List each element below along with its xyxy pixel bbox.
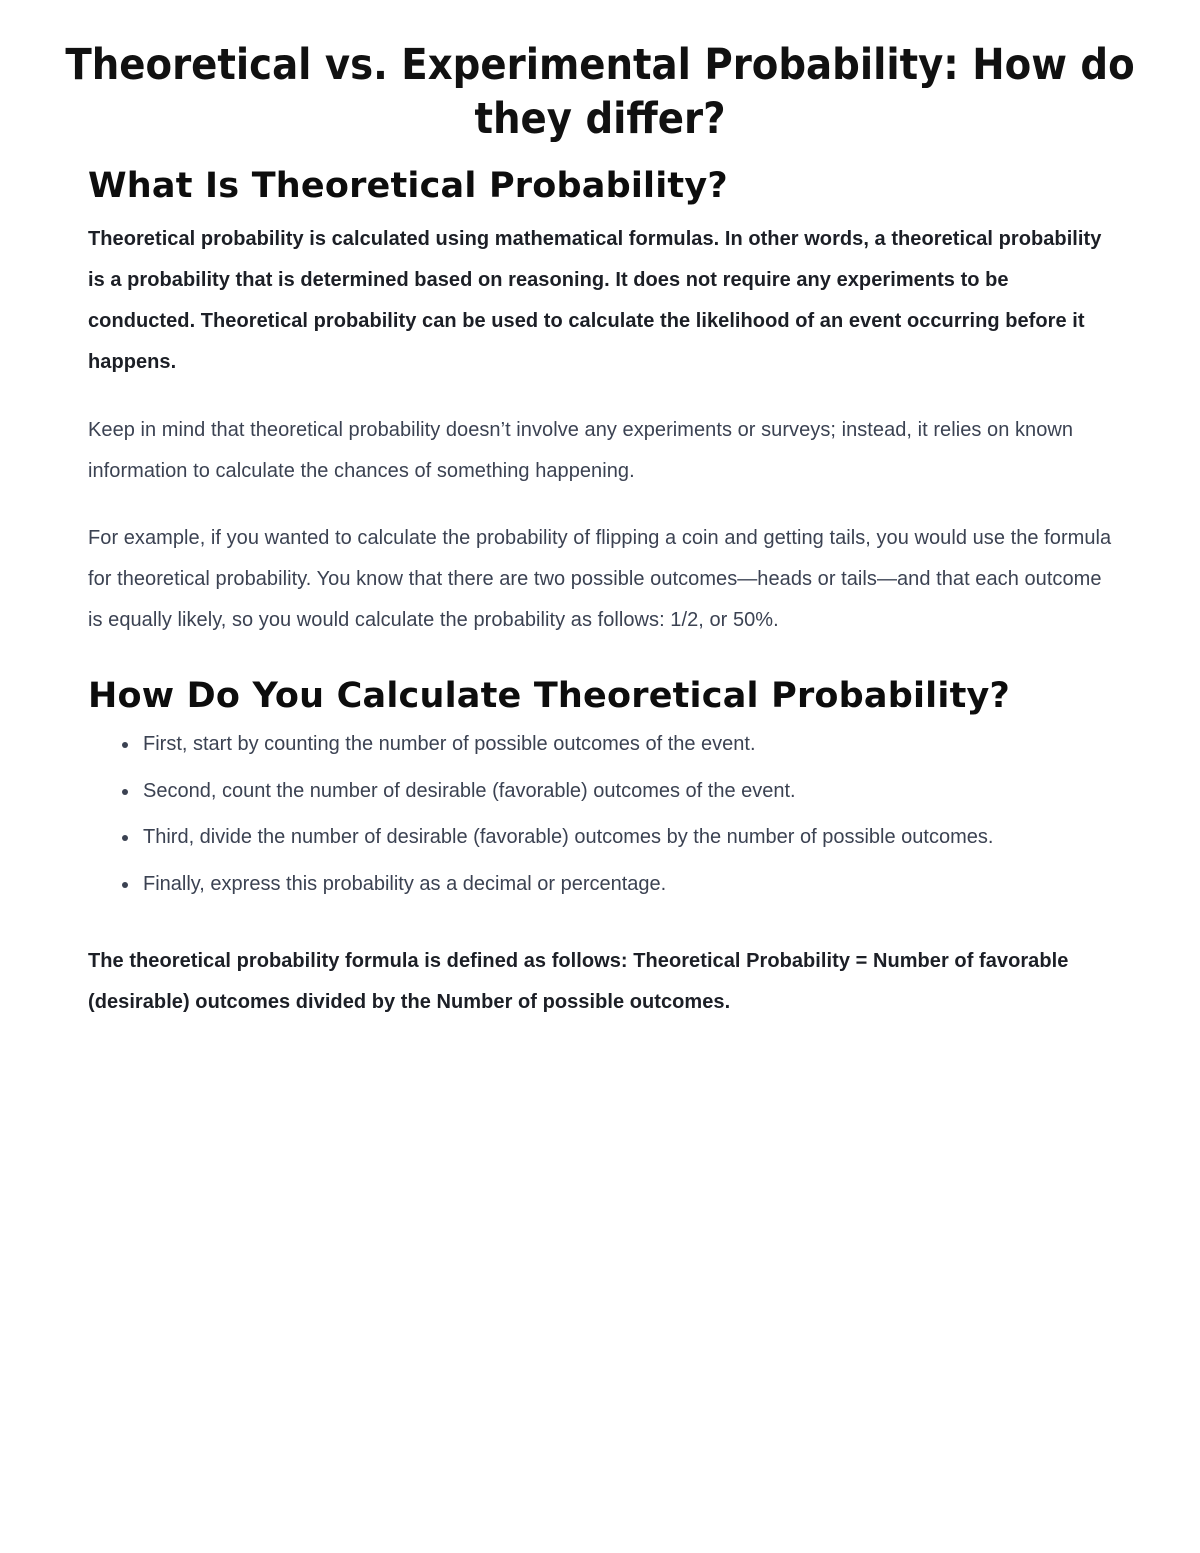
example-block [88, 518, 1118, 641]
bullet-icon [122, 835, 128, 841]
bullet-icon [122, 789, 128, 795]
section-how-to [88, 674, 1118, 718]
example-paragraph: For example, if you wanted to calculate the probability of flipping a coin and getting tails, you would use the formula for theoretical probability. You know that there are two possible outcomes—heads or tails—and that each outcome is equally likely, so you would calculate the probability as follows: 1/2, or 50%. [88, 527, 1112, 631]
steps-list [88, 721, 1148, 907]
bullet-icon [122, 882, 128, 888]
steps-block [88, 721, 1148, 907]
keep-in-mind-paragraph: Keep in mind that theoretical probability doesn’t involve any experiments or surveys; instead, it relies on known information to calculate the chances of something happening. [88, 419, 1074, 482]
list-item: Third, divide the number of desirable (favorable) outcomes by the number of possible outcomes. [88, 814, 1148, 861]
list-item: Second, count the number of desirable (favorable) outcomes of the event. [88, 768, 1148, 815]
section-what-is [88, 164, 1118, 208]
intro-paragraph: Theoretical probability is calculated using mathematical formulas. In other words, a theoretical probability is a probability that is determined based on reasoning. It does not require any experiments to be conducted. Theoretical probability can be used to calculate the likelihood of an event occurring before it happens. [88, 228, 1102, 373]
page-title: Theoretical vs. Experimental Probability: How do they differ? [65, 40, 1135, 144]
intro-paragraph-block [88, 219, 1118, 383]
bullet-icon [122, 742, 128, 748]
section-heading-how-to: How Do You Calculate Theoretical Probability? [88, 676, 1011, 716]
section-heading-what-is: What Is Theoretical Probability? [88, 166, 728, 206]
list-item: First, start by counting the number of possible outcomes of the event. [88, 721, 1148, 768]
formula-paragraph: The theoretical probability formula is defined as follows: Theoretical Probability = Number of favorable (desirable) outcomes divided by the Number of possible outcomes. [88, 950, 1069, 1013]
formula-block [88, 941, 1118, 1023]
list-item: Finally, express this probability as a decimal or percentage. [88, 861, 1148, 908]
keep-in-mind-block [88, 410, 1118, 492]
